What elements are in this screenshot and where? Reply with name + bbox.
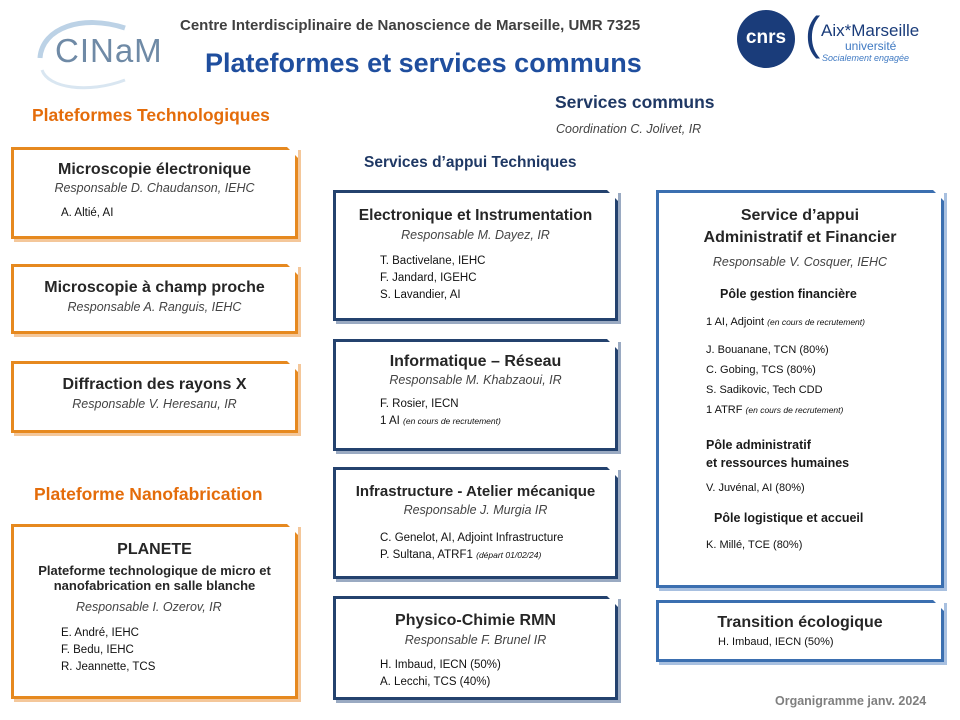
person: H. Imbaud, IECN (50%) [380,659,501,671]
logo-text: CINaM [55,32,163,69]
transition-ecologique [656,600,944,662]
pole-admin-heading-2: et ressources humaines [706,456,850,470]
person: S. Sadikovic, Tech CDD [706,384,823,396]
person: K. Millé, TCE (80%) [706,539,803,551]
transition-title: Transition écologique [717,614,883,631]
admin-title-2: Administratif et Financier [703,229,897,246]
amu-bracket-icon: ( [805,7,821,59]
fin-people [706,340,941,420]
platform-diffraction-rx [11,361,298,433]
box-title: Microscopie à champ proche [44,279,265,296]
service-informatique [333,339,618,451]
admin-resp: Responsable V. Cosquer, IEHC [712,255,888,269]
platform-microscopie-electronique [11,147,298,239]
person: E. André, IEHC [61,627,139,639]
amu-logo [805,7,945,70]
service-infrastructure [333,467,618,579]
recruitment-note: (en cours de recrutement) [767,317,865,327]
pole-logistique-heading: Pôle logistique et accueil [714,511,864,525]
box-title: Diffraction des rayons X [62,376,247,393]
person: H. Imbaud, IECN (50%) [718,636,834,648]
admin-title-1: Service d’appui [740,207,860,224]
cnrs-logo [737,10,795,68]
box-title: Infrastructure - Atelier mécanique [355,483,596,500]
atrf-role: 1 ATRF [706,404,743,416]
atrf-row [706,400,941,420]
amu-universite: université [845,39,897,53]
box-resp: Responsable D. Chaudanson, IEHC [54,181,255,195]
planete-people [61,625,295,676]
people-list [380,253,615,304]
recruitment-note: (en cours de recrutement) [745,405,844,415]
box-title: Informatique – Réseau [389,353,562,370]
service-electronique [333,190,618,321]
nanofab-heading: Plateforme Nanofabrication [34,484,263,504]
box-title: Physico-Chimie RMN [395,612,556,629]
planete-title: PLANETE [117,541,192,558]
person-role: P. Sultana, ATRF1 [380,549,473,561]
person-role: 1 AI [380,415,400,427]
planete-resp: Responsable I. Ozerov, IR [76,600,222,614]
platform-microscopie-champ-proche [11,264,298,334]
box-resp: Responsable J. Murgia IR [403,503,548,517]
plateformes-tech-heading: Plateformes Technologiques [32,105,270,125]
person: J. Bouanane, TCN (80%) [706,344,829,356]
person: A. Altié, AI [61,207,114,219]
pole-financiere-heading: Pôle gestion financière [720,287,857,301]
services-communs-heading: Services communs [555,92,715,112]
page-title: Plateformes et services communs [205,48,642,78]
coordination-text: Coordination C. Jolivet, IR [556,122,702,136]
person: A. Lecchi, TCS (40%) [380,676,491,688]
appui-techniques-heading: Services d’appui Techniques [364,154,577,171]
box-title: Microscopie électronique [58,161,251,178]
planete-subtitle-1: Plateforme technologique de micro et [38,563,271,578]
footer-date: Organigramme janv. 2024 [775,694,927,708]
box-resp: Responsable M. Khabzaoui, IR [389,373,562,387]
person: R. Jeannette, TCS [61,661,156,673]
person [380,547,615,564]
cnrs-text: cnrs [745,27,787,48]
box-title: Electronique et Instrumentation [358,207,593,224]
person: F. Bedu, IEHC [61,644,134,656]
person: F. Rosier, IECN [380,398,459,410]
people-list [380,657,615,691]
pole-admin-heading-1: Pôle administratif [706,438,811,452]
adjoint-role: 1 AI, Adjoint [706,316,765,328]
box-resp: Responsable M. Dayez, IR [401,228,550,242]
box-resp: Responsable A. Ranguis, IEHC [67,300,242,314]
people-list [380,530,615,564]
institute-name: Centre Interdisciplinaire de Nanoscience de Marseille, UMR 7325 [180,17,641,34]
adjoint-row [706,314,941,331]
planete-subtitle-2: nanofabrication en salle blanche [53,578,256,593]
service-administratif-financier [656,190,944,588]
person [380,413,615,430]
box-resp: Responsable F. Brunel IR [404,633,547,647]
person: C. Gobing, TCS (80%) [706,364,816,376]
box-resp: Responsable V. Heresanu, IR [72,397,237,411]
person: C. Genelot, AI, Adjoint Infrastructure [380,532,564,544]
person: F. Jandard, IGEHC [380,272,477,284]
person: V. Juvénal, AI (80%) [706,482,805,494]
person: S. Lavandier, AI [380,289,461,301]
person: T. Bactivelane, IEHC [380,255,486,267]
amu-name: Aix*Marseille [821,21,920,40]
recruitment-note: (en cours de recrutement) [403,416,501,426]
service-physico-chimie [333,596,618,700]
platform-planete [11,524,298,699]
people-list [380,396,615,430]
cinam-logo [30,10,165,92]
departure-note: (départ 01/02/24) [476,550,542,560]
amu-tagline: Socialement engagée [822,53,910,63]
